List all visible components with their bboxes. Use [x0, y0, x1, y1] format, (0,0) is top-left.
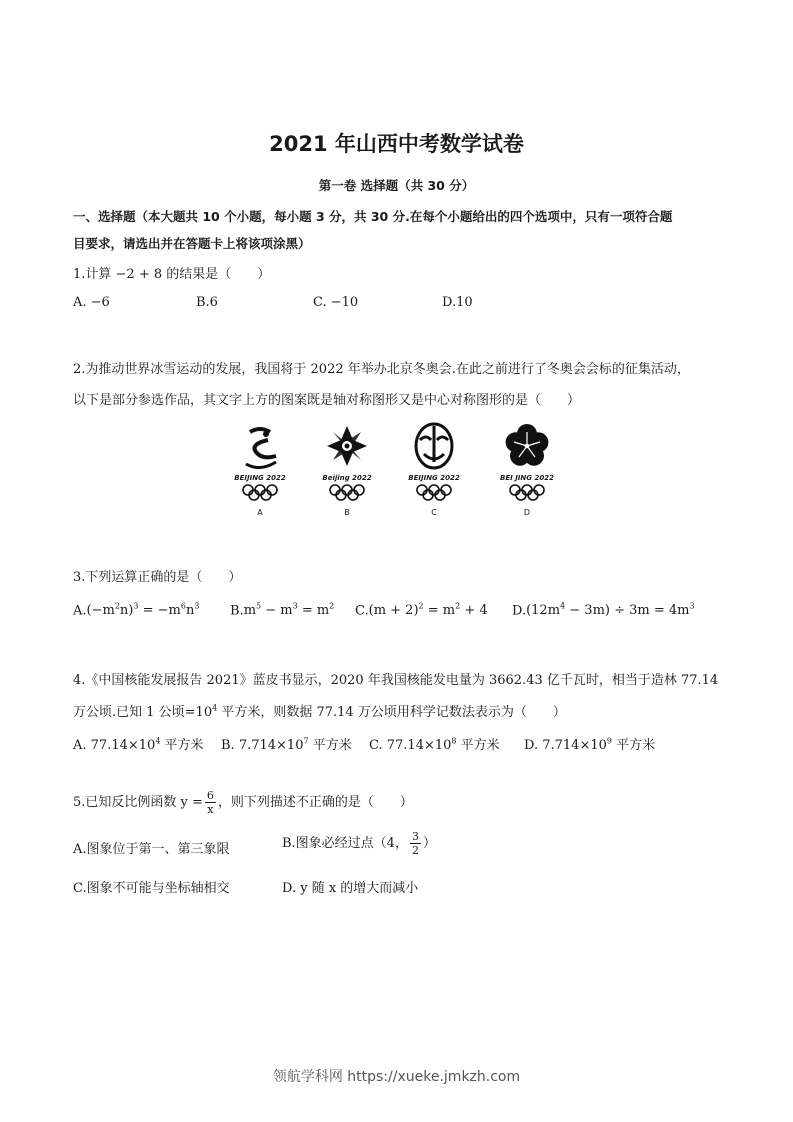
- q5-option-d: D. y 随 x 的增大而减小: [282, 881, 419, 896]
- q4-option-d: [524, 734, 655, 753]
- q4-option-c: [369, 734, 500, 753]
- q3-option-a-label: A.: [73, 603, 87, 619]
- q4-option-c-value: C. 77.14×10: [369, 738, 452, 753]
- q4-option-d-unit: 平方米: [611, 738, 656, 753]
- q4-stem-part1: 万公顷.已知 1 公顷=10: [73, 705, 213, 720]
- q4-option-b-exp: 7: [303, 736, 309, 746]
- plum-blossom-emblem-icon: [487, 422, 567, 474]
- q5-option-b-numerator: 3: [411, 830, 419, 843]
- logo-c-label: C: [431, 508, 437, 517]
- q1-option-d: D.10: [442, 295, 473, 310]
- q5-stem-part2: ，则下列描述不正确的是（ ）: [217, 795, 413, 810]
- q4-option-d-value: D. 7.714×10: [524, 738, 607, 753]
- q4-option-b: [221, 734, 352, 753]
- q1-option-c: C. −10: [313, 295, 359, 310]
- page-footer-watermark: 领航学科网 https://xueke.jmkzh.com: [272, 1069, 521, 1085]
- q3-option-d-label: D.: [512, 603, 527, 619]
- q4-option-a-unit: 平方米: [160, 738, 204, 753]
- q4-option-a: [73, 734, 204, 753]
- q3-option-d: [512, 602, 695, 618]
- olympic-rings-icon: [507, 484, 547, 502]
- q3-option-b-formula: $m^5 - m^3 = m^2$: [243, 602, 335, 619]
- section-instructions-line1: 一、选择题（本大题共 10 个小题，每小题 3 分，共 30 分.在每个小题给出的四个选项中，只有一项符合题: [73, 209, 673, 224]
- q5-option-b-part2: ）: [422, 836, 436, 851]
- q3-option-c-formula: $(m + 2)^2 = m^2 + 4$: [368, 602, 488, 619]
- question-4-stem-line1: 4.《中国核能发展报告 2021》蓝皮书显示，2020 年我国核能发电量为 3662.43 亿千瓦时，相当于造林 77.14: [73, 673, 719, 688]
- logo-option-c: [394, 422, 474, 522]
- olympic-rings-icon: [327, 484, 367, 502]
- section-instructions-line2: 目要求，请选出并在答题卡上将该项涂黑）: [73, 236, 311, 251]
- q3-option-b: [230, 602, 334, 618]
- logo-option-a: [220, 422, 300, 522]
- olympic-rings-icon: [240, 484, 280, 502]
- q1-option-a: A. −6: [73, 295, 110, 310]
- question-1-stem: 1.计算 −2 + 8 的结果是（ ）: [73, 267, 271, 282]
- q5-option-b-denominator: 2: [411, 844, 419, 857]
- q4-option-a-exp: 4: [155, 736, 161, 746]
- ski-figure-emblem-icon: [220, 422, 300, 474]
- q5-option-b-part1: B.图象必经过点（4，: [282, 836, 408, 851]
- question-2-stem-line1: 2.为推动世界冰雪运动的发展，我国将于 2022 年举办北京冬奥会.在此之前进行了冬奥会会标的征集活动，: [73, 362, 690, 377]
- q4-option-b-value: B. 7.714×10: [221, 738, 304, 753]
- question-4-stem-line2: [73, 701, 566, 720]
- question-5-stem: [73, 789, 413, 816]
- q3-option-a: [73, 602, 199, 618]
- q4-option-d-exp: 9: [606, 736, 612, 746]
- q5-fraction-denominator: x: [207, 803, 214, 816]
- q3-option-d-formula: $(12m^4 - 3m) \div 3m = 4m^3$: [526, 602, 695, 619]
- logo-option-d: [487, 422, 567, 522]
- part-heading: 第一卷 选择题（共 30 分）: [318, 178, 475, 193]
- q5-option-b: [282, 830, 436, 857]
- olympic-rings-icon: [414, 484, 454, 502]
- q3-option-c-label: C.: [355, 603, 369, 619]
- logo-a-label: A: [257, 508, 263, 517]
- q1-option-b: B.6: [196, 295, 218, 310]
- logo-a-text: BEIJING 2022: [234, 474, 286, 482]
- question-3-stem: 3.下列运算正确的是（ ）: [73, 570, 242, 585]
- q4-option-c-unit: 平方米: [456, 738, 500, 753]
- q5-option-c: C.图象不可能与坐标轴相交: [73, 881, 230, 896]
- q4-stem-exponent: 4: [212, 703, 218, 713]
- q4-stem-part2: 平方米，则数据 77.14 万公顷用科学记数法表示为（ ）: [217, 705, 566, 720]
- logo-b-text: Beijing 2022: [322, 474, 372, 482]
- q5-fraction: [205, 789, 216, 816]
- q3-option-b-label: B.: [230, 603, 244, 619]
- q4-option-c-exp: 8: [451, 736, 457, 746]
- q4-option-b-unit: 平方米: [308, 738, 352, 753]
- q5-fraction-numerator: 6: [206, 789, 214, 802]
- q3-option-a-formula: $(-m^2n)^3 = -m^6n^3$: [86, 602, 200, 619]
- snowflake-emblem-icon: [307, 422, 387, 474]
- logo-b-label: B: [344, 508, 350, 517]
- logo-c-text: BEIJING 2022: [408, 474, 460, 482]
- page-title: 2021 年山西中考数学试卷: [269, 132, 524, 156]
- logo-d-label: D: [523, 508, 531, 517]
- q5-option-b-fraction: [410, 830, 421, 857]
- logo-option-b: [307, 422, 387, 522]
- logo-d-text: BEI JING 2022: [500, 474, 554, 482]
- q5-stem-part1: 5.已知反比例函数 y =: [73, 795, 203, 810]
- q5-option-a: A.图象位于第一、第三象限: [73, 842, 230, 857]
- q4-option-a-value: A. 77.14×10: [73, 738, 156, 753]
- q3-option-c: [355, 602, 488, 618]
- opera-mask-emblem-icon: [394, 422, 474, 474]
- question-2-stem-line2: 以下是部分参选作品，其文字上方的图案既是轴对称图形又是中心对称图形的是（ ）: [73, 393, 581, 408]
